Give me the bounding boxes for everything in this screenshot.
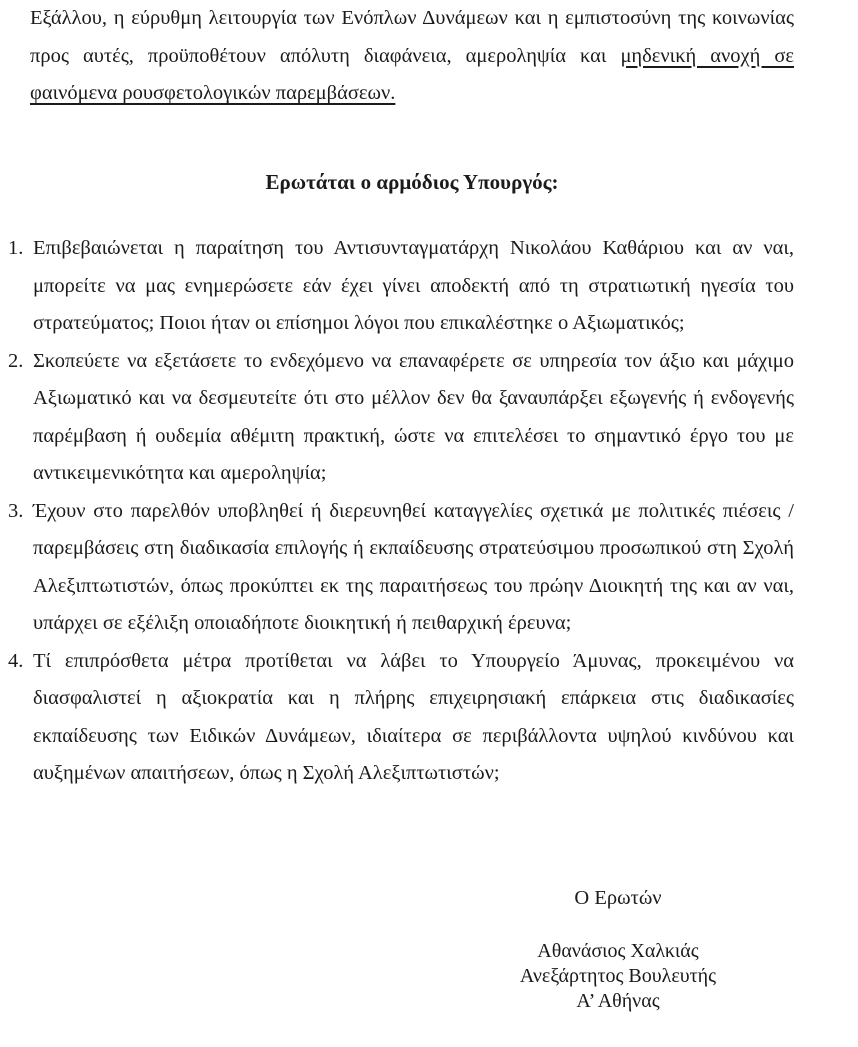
intro-paragraph [30, 0, 794, 113]
intro-text: Εξάλλου, η εύρυθμη λειτουργία των Ενόπλων Δυνάμεων και η εμπιστοσύνη της κοινωνίας προς αυτές, προϋποθέτουν απόλυτη διαφάνεια, αμεροληψία και [30, 7, 794, 67]
question-number: 2. [8, 349, 24, 372]
intro-underlined-text: μηδενική ανοχή σε φαινόμενα ρουσφετολογικών παρεμβάσεων. [30, 44, 794, 104]
signer-role: Ο Ερωτών [574, 886, 662, 909]
signer-details [478, 939, 758, 1014]
question-item [8, 643, 794, 793]
question-text: Σκοπεύετε να εξετάσετε το ενδεχόμενο να επαναφέρετε σε υπηρεσία τον άξιο και μάχιμο Αξιωματικό και να δεσμευτείτε ότι στο μέλλον δεν θα ξαναυπάρξει εξωγενής ή ενδογενής παρέμβαση ή ουδεμία αθέμιτη πρακτική, ώστε να επιτελέσει το σημαντικό έργο του με αντικειμενικότητα και αμεροληψία; [33, 349, 794, 484]
questions-list [8, 230, 794, 793]
question-number: 1. [8, 237, 24, 259]
question-item [8, 493, 794, 643]
signature-block [478, 880, 758, 1015]
question-text: Τί επιπρόσθετα μέτρα προτίθεται να λάβει το Υπουργείο Άμυνας, προκειμένου να διασφαλιστεί η αξιοκρατία και η πλήρης επιχειρησιακή επάρκεια στις διαδικασίες εκπαίδευσης των Ειδικών Δυνάμεων, ιδιαίτερα σε περιβάλλοντα υψηλού κινδύνου και αυξημένων απαιτήσεων, όπως η Σχολή Αλεξιπτωτιστών; [33, 649, 794, 784]
question-text: Επιβεβαιώνεται η παραίτηση του Αντισυνταγματάρχη Νικολάου Καθάριου και αν ναι, μπορείτε να μας ενημερώσετε εάν έχει γίνει αποδεκτή από τη στρατιωτική ηγεσία του στρατεύματος; Ποιοι ήταν οι επίσημοι λόγοι που επικαλέστηκε ο Αξιωματικός; [33, 237, 794, 334]
question-item [8, 343, 794, 493]
signer-title: Ανεξάρτητος Βουλευτής [519, 965, 717, 987]
question-heading: Ερωτάται ο αρμόδιος Υπουργός: [265, 169, 559, 194]
question-text: Έχουν στο παρελθόν υποβληθεί ή διερευνηθεί καταγγελίες σχετικά με πολιτικές πιέσεις / παρεμβάσεις στη διαδικασία επιλογής ή εκπαίδευσης στρατεύσιμου προσωπικού στη Σχολή Αλεξιπτωτιστών, όπως προκύπτει εκ της παραιτήσεως του πρώην Διοικητή της και αν ναι, υπάρχει σε εξέλιξη οποιαδήποτε διοικητική ή πειθαρχική έρευνα; [33, 499, 794, 634]
question-number: 3. [8, 499, 24, 522]
question-item [8, 230, 794, 343]
question-number: 4. [8, 649, 24, 672]
signer-district: Α’ Αθήνας [576, 990, 660, 1012]
signer-name: Αθανάσιος Χαλκιάς [537, 940, 699, 962]
